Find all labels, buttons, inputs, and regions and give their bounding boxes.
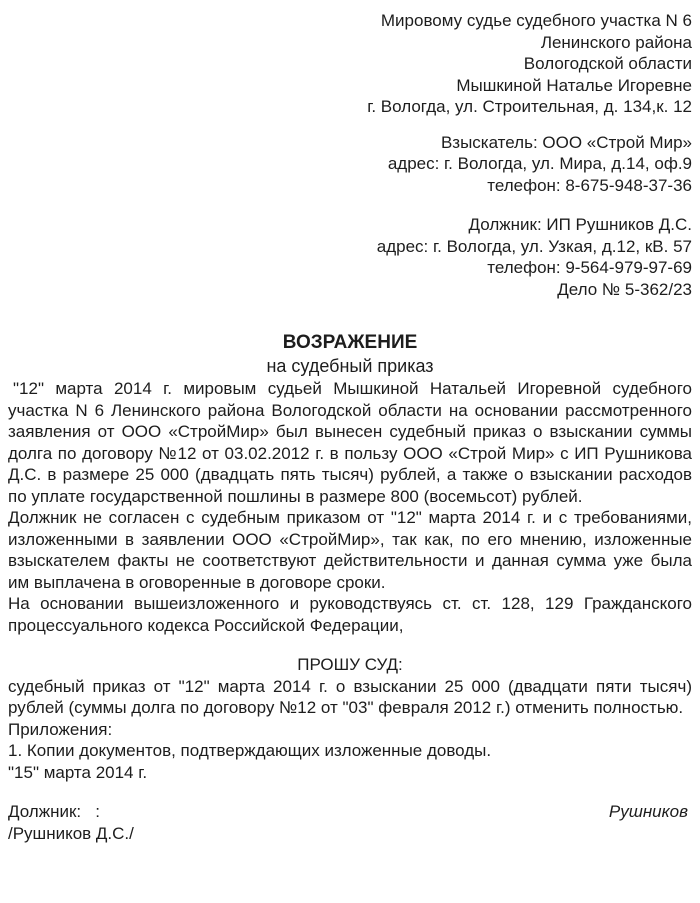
- debtor-address-line: адрес: г. Вологда, ул. Узкая, д.12, кВ. 57: [376, 236, 692, 256]
- body-paragraph-order-issued: "12" марта 2014 г. мировым судьей Мышкиной Натальей Игоревной судебного участка N 6 Ленинского района Вологодской области на основании рассмотренного заявления от ООО «СтройМир» был вынесен судебный приказ о взыскании суммы долга по договору №12 от 03.02.2012 г. в пользу ООО «Строй Мир» с ИП Рушникова Д.С. в размере 25 000 (двадцать пять тысяч) рублей, а также о взыскании расходов по уплате государственной пошлины в размере 800 (восемьсот) рублей.: [8, 379, 692, 506]
- date-line: "15" марта 2014 г.: [8, 762, 148, 782]
- claimant-phone-line: телефон: 8-675-948-37-36: [487, 175, 692, 195]
- court-address-block: [8, 10, 692, 118]
- debtor-signature-label: Должник: :: [8, 802, 101, 821]
- body-paragraph-legal-basis: На основании вышеизложенного и руководствуясь ст. ст. 128, 129 Гражданского процессуального кодекса Российской Федерации,: [8, 594, 692, 635]
- attachments-list: [8, 740, 692, 762]
- signature-row: [8, 801, 692, 823]
- document-subtitle: на судебный приказ: [266, 356, 434, 376]
- document-title: ВОЗРАЖЕНИЕ: [282, 332, 418, 353]
- claimant-name-line: Взыскатель: ООО «Строй Мир»: [440, 132, 692, 152]
- court-line: Вологодской области: [523, 54, 692, 73]
- debtor-name-line: Должник: ИП Рушников Д.С.: [468, 215, 692, 234]
- attachments-label: Приложения:: [8, 719, 113, 739]
- body-paragraph-disagreement: Должник не согласен с судебным приказом от "12" марта 2014 г. и с требованиями, изложенными в заявлении ООО «СтройМир», так как, по его мнению, изложенные взыскателем факты не соответствуют действительности и данная сумма уже была им выплачена в оговоренные в договоре сроки.: [8, 508, 692, 592]
- claimant-block: [8, 132, 692, 197]
- attachment-item: 1. Копии документов, подтверждающих изложенные доводы.: [8, 741, 492, 760]
- court-line: Мировому судье судебного участка N 6: [380, 11, 692, 30]
- court-street-address-line: г. Вологда, ул. Строительная, д. 134,к. 12: [367, 97, 692, 116]
- debtor-block: [8, 214, 692, 300]
- request-paragraph: судебный приказ от "12" марта 2014 г. о взыскании 25 000 (двадцати пяти тысяч) рублей (суммы долга по договору №12 от "03" февраля 2012 г.) отменить полностью.: [8, 676, 692, 717]
- case-number-line: Дело № 5-362/23: [557, 279, 692, 299]
- claimant-address-line: адрес: г. Вологда, ул. Мира, д.14, оф.9: [387, 154, 692, 173]
- request-heading: ПРОШУ СУД:: [297, 655, 403, 674]
- court-line: Ленинского района: [540, 32, 692, 52]
- judge-name-line: Мышкиной Наталье Игоревне: [456, 75, 692, 95]
- handwritten-signature: Рушников: [608, 802, 688, 821]
- signature-transcript: /Рушников Д.С./: [8, 823, 134, 843]
- debtor-phone-line: телефон: 9-564-979-97-69: [487, 258, 692, 277]
